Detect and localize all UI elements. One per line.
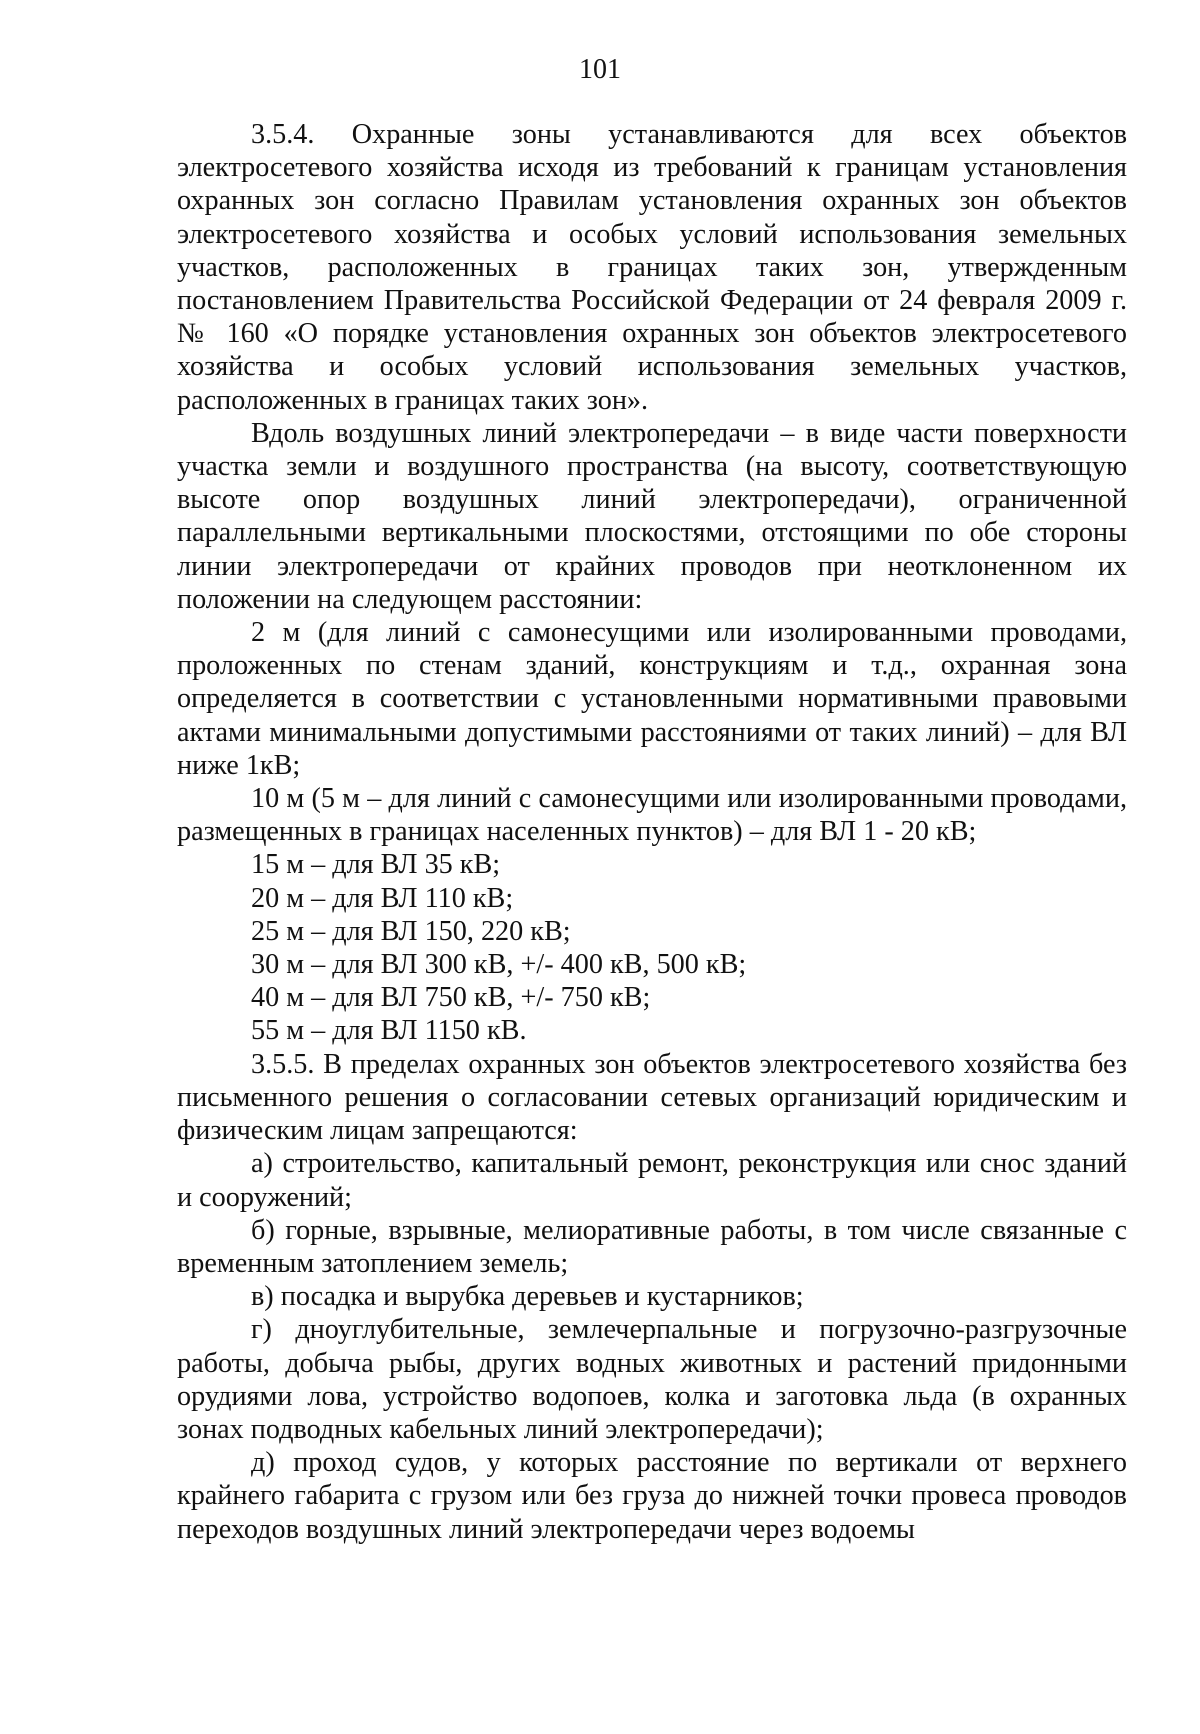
paragraph-3-5-5: 3.5.5. В пределах охранных зон объектов электросетевого хозяйства без письменного решения о согласовании сетевых организаций юридическим и физическим лицам запрещаются:: [177, 1048, 1127, 1147]
distance-item-20m: 20 м – для ВЛ 110 кВ;: [251, 882, 514, 914]
paragraph-3-5-4: 3.5.4. Охранные зоны устанавливаются для всех объектов электросетевого хозяйства исходя из требований к границам установления охранных зон согласно Правилам установления охранных зон объектов электросетевого хозяйства и особых условий использования земельных участков, расположенных в границах таких зон, утвержденным постановлением Правительства Российской Федерации от 24 февраля 2009 г. № 160 «О порядке установления охранных зон объектов электросетевого хозяйства и особых условий использования земельных участков, расположенных в границах таких зон».: [177, 119, 1127, 416]
prohibition-item-g: г) дноуглубительные, землечерпальные и погрузочно-разгрузочные работы, добыча рыбы, других водных животных и растений придонными орудиями лова, устройство водопоев, колка и заготовка льда (в охранных зонах подводных кабельных линий электропередачи);: [177, 1314, 1127, 1445]
prohibition-item-b: б) горные, взрывные, мелиоративные работы, в том числе связанные с временным затоплением земель;: [177, 1214, 1127, 1279]
document-body: [177, 118, 1127, 1546]
distance-item-2m: 2 м (для линий с самонесущими или изолированными проводами, проложенных по стенам зданий, конструкциям и т.д., охранная зона определяется в соответствии с установленными нормативными правовыми актами минимальными допустимыми расстояниями от таких линий) – для ВЛ ниже 1кВ;: [177, 617, 1127, 781]
prohibition-item-d: д) проход судов, у которых расстояние по вертикали от верхнего крайнего габарита с грузом или без груза до нижней точки провеса проводов переходов воздушных линий электропередачи через водоемы: [177, 1447, 1127, 1545]
distance-item-25m: 25 м – для ВЛ 150, 220 кВ;: [251, 915, 571, 947]
page-number: 101: [579, 54, 621, 85]
distance-item-30m: 30 м – для ВЛ 300 кВ, +/- 400 кВ, 500 кВ;: [251, 949, 747, 981]
distance-item-10m: 10 м (5 м – для линий с самонесущими или изолированными проводами, размещенных в границах населенных пунктов) – для ВЛ 1 - 20 кВ;: [177, 783, 1127, 848]
paragraph-overhead-lines: Вдоль воздушных линий электропередачи – в виде части поверхности участка земли и воздушного пространства (на высоту, соответствующую высоте опор воздушных линий электропередачи), ограниченной параллельными вертикальными плоскостями, отстоящими по обе стороны линии электропередачи от крайних проводов при неотклоненном их положении на следующем расстоянии:: [177, 417, 1127, 615]
distance-item-40m: 40 м – для ВЛ 750 кВ, +/- 750 кВ;: [251, 982, 651, 1014]
prohibition-item-v: в) посадка и вырубка деревьев и кустарников;: [251, 1281, 804, 1313]
distance-item-55m: 55 м – для ВЛ 1150 кВ.: [251, 1015, 527, 1047]
prohibition-item-a: а) строительство, капитальный ремонт, реконструкция или снос зданий и сооружений;: [177, 1148, 1127, 1213]
distance-item-15m: 15 м – для ВЛ 35 кВ;: [251, 849, 501, 881]
